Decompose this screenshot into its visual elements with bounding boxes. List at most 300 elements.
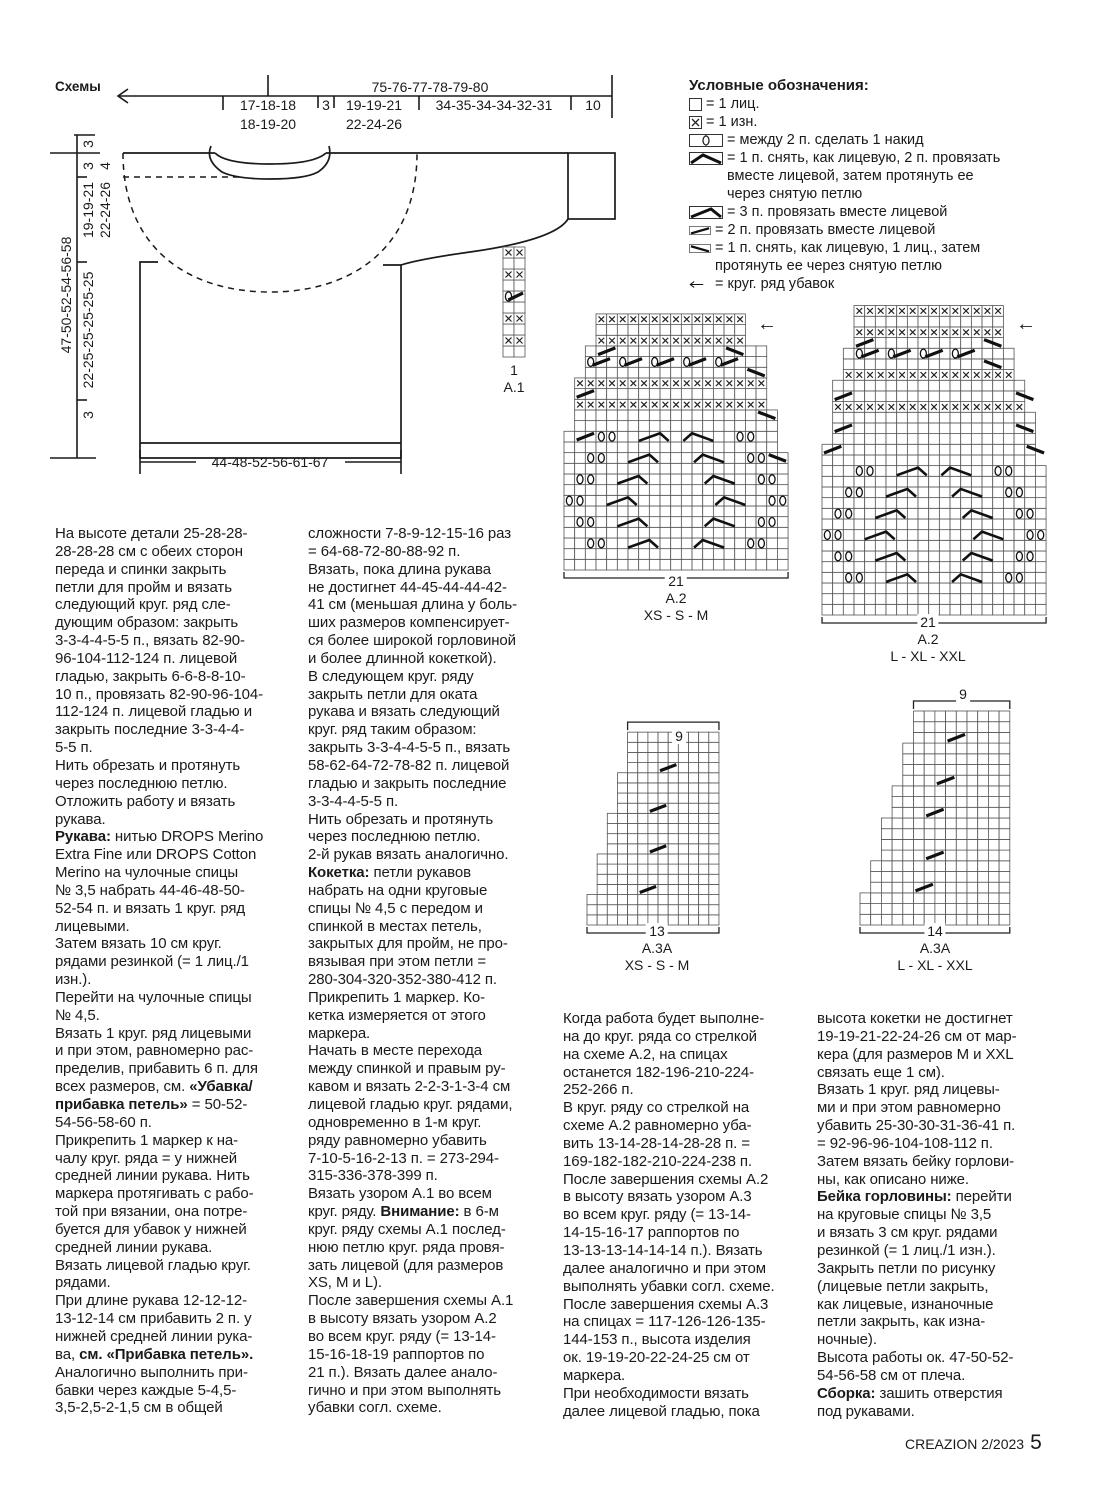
chart-cell (1003, 380, 1014, 391)
body-text: Когда работа будет выполне- на до круг. ряда со стрелкой на схеме А.2, на спицах останется 182-196-210-224- 252-266 п. В круг. ряду со стрелкой на схеме А.2 равномерно уба- вить 13-14-28-14-28-28 п. = 169-182-182-210-224-238 п. После завершения схемы А.2 в высоту вязать узором А.3 во всем круг. ряду (= 13-14- 14-15-16-17 раппортов по 13-13-13-14-14-14 п.). Вязать далее аналогично и при этом выполнять убавки согл. схеме. После завершения схемы А.3 на спицах = 117-126-126-135- 144-153 п., высота изделия ок. 19-19-20-22-24-25 см от маркера. При необходимости вязать далее лицевой гладью, пока (563, 1010, 775, 1420)
chart-cell (713, 549, 724, 560)
chart-cell (617, 895, 627, 905)
text-column-4 (817, 1010, 1062, 1420)
chart-cell (745, 442, 756, 453)
chart-cell (903, 775, 914, 786)
chart-cell (967, 807, 978, 818)
chart-cell (699, 864, 709, 874)
chart-cell (585, 559, 596, 570)
chart-cell (907, 338, 918, 349)
chart-cell (1025, 466, 1036, 477)
chart-cell (924, 872, 935, 883)
chart-cell (1014, 594, 1025, 605)
chart-cell (658, 905, 668, 915)
chart-cell (628, 325, 639, 336)
chart-cell (875, 604, 886, 615)
chart-cell (982, 466, 993, 477)
chart-cell (950, 380, 961, 391)
body-text: нитью DROPS Merino Extra Fine или DROPS Cotton Merino на чулочные спицы № 3,5 набрать 44-46-48-50- 52-54 п. и вязать 1 круг. ряд лицевыми. Затем вязать 10 см круг. рядами резинкой (= 1 лиц./1 изн.). Перейти на чулочные спицы № 4,5. Вязать 1 круг. ряд лицевыми и при этом, равномерно рас- пределив, прибавить 6 п. для всех размеров, см. (55, 828, 264, 1096)
legend-item-text: = 1 изн. (706, 114, 758, 130)
chart-cell (681, 485, 692, 496)
chart-cell (1014, 530, 1025, 541)
chart-cell (692, 549, 703, 560)
chart-cell (735, 453, 746, 464)
chart-cell (709, 844, 719, 854)
chart-cell (907, 562, 918, 573)
chart-cell (777, 517, 788, 528)
chart-cell (777, 527, 788, 538)
chart-cell (971, 540, 982, 551)
chart-cell (935, 872, 946, 883)
chart-cell (875, 444, 886, 455)
chart-cell (638, 844, 648, 854)
chart-cell (689, 783, 699, 793)
chart-cell (607, 367, 618, 378)
chart-cell (833, 434, 844, 445)
chart-cell (843, 498, 854, 509)
chart-cell (649, 442, 660, 453)
chart-cell (865, 551, 876, 562)
chart-cell (982, 562, 993, 573)
chart-cell (988, 850, 999, 861)
chart-cell (703, 325, 714, 336)
chart-cell (585, 506, 596, 517)
chart-cell (924, 861, 935, 872)
chart-cell (907, 380, 918, 391)
chart-cell (982, 487, 993, 498)
chart-cell (1014, 434, 1025, 445)
chart-cell (854, 444, 865, 455)
chart-cell (503, 324, 514, 335)
chart-cell (735, 421, 746, 432)
chart-cell (709, 793, 719, 803)
chart-cell (946, 743, 957, 754)
chart-a2-large-name: A.2 (917, 631, 939, 647)
chart-cell (897, 423, 908, 434)
chart-cell (660, 495, 671, 506)
chart-cell (617, 773, 627, 783)
chart-cell (914, 807, 925, 818)
chart-cell (1014, 476, 1025, 487)
chart-cell (681, 325, 692, 336)
chart-cell (724, 538, 735, 549)
chart-cell (596, 549, 607, 560)
chart-cell (988, 839, 999, 850)
yarn-over-icon (737, 432, 743, 441)
chart-cell (597, 895, 607, 905)
chart-cell (865, 572, 876, 583)
chart-cell (993, 572, 1004, 583)
chart-cell (982, 423, 993, 434)
chart-cell (617, 346, 628, 357)
chart-cell (617, 549, 628, 560)
chart-a2-small-count: 21 (665, 573, 687, 589)
chart-cell (671, 463, 682, 474)
chart-cell (929, 444, 940, 455)
chart-cell (939, 540, 950, 551)
chart-cell (971, 316, 982, 327)
chart-cell (903, 829, 914, 840)
chart-cell (564, 559, 575, 570)
chart-cell (678, 763, 688, 773)
chart-cell (918, 380, 929, 391)
chart-cell (881, 829, 892, 840)
chart-cell (999, 797, 1010, 808)
chart-cell (950, 540, 961, 551)
chart-cell (607, 895, 617, 905)
chart-cell (1025, 498, 1036, 509)
chart-cell (918, 498, 929, 509)
chart-cell (886, 562, 897, 573)
chart-cell (767, 527, 778, 538)
chart-cell (843, 540, 854, 551)
chart-cell (914, 711, 925, 722)
chart-cell (946, 861, 957, 872)
legend-item-text: = круг. ряд убавок (715, 276, 835, 292)
chart-cell (689, 854, 699, 864)
chart-cell (709, 773, 719, 783)
page-footer (905, 1431, 1042, 1455)
chart-cell (822, 572, 833, 583)
chart-cell (982, 519, 993, 530)
chart-cell (671, 367, 682, 378)
chart-cell (617, 325, 628, 336)
chart-cell (596, 389, 607, 400)
chart-cell (668, 793, 678, 803)
chart-cell (681, 410, 692, 421)
chart-cell (671, 485, 682, 496)
yarn-over-icon (769, 475, 775, 484)
yarn-over-icon (748, 539, 754, 548)
chart-cell (875, 572, 886, 583)
chart-cell (638, 732, 648, 742)
chart-cell (988, 893, 999, 904)
chart-cell (671, 346, 682, 357)
chart-cell (854, 594, 865, 605)
legend-item (689, 275, 1000, 293)
chart-cell (950, 476, 961, 487)
chart-cell (681, 346, 692, 357)
chart-cell (617, 793, 627, 803)
chart-cell (854, 540, 865, 551)
chart-cell (660, 453, 671, 464)
chart-cell (897, 338, 908, 349)
chart-cell (988, 775, 999, 786)
chart-cell (689, 763, 699, 773)
yarn-over-icon (588, 539, 594, 548)
yarn-over-icon (689, 131, 723, 147)
chart-cell (978, 797, 989, 808)
chart-cell (956, 818, 967, 829)
chart-cell (648, 752, 658, 762)
chart-cell (735, 517, 746, 528)
chart-cell (892, 850, 903, 861)
chart-cell (903, 754, 914, 765)
chart-cell (585, 485, 596, 496)
yarn-over-icon (748, 432, 754, 441)
chart-cell (967, 829, 978, 840)
chart-cell (999, 914, 1010, 925)
chart-cell (699, 752, 709, 762)
chart-cell (745, 357, 756, 368)
chart-cell (767, 442, 778, 453)
chart-cell (914, 775, 925, 786)
chart-cell (514, 258, 525, 269)
chart-cell (745, 495, 756, 506)
chart-cell (564, 538, 575, 549)
chart-cell (892, 904, 903, 915)
legend-item-text: = 3 п. провязать вместе лицевой (727, 204, 948, 220)
chart-cell (939, 551, 950, 562)
schematic-title: Схемы (55, 79, 101, 94)
chart-cell (756, 442, 767, 453)
chart-cell (918, 562, 929, 573)
chart-cell (699, 874, 709, 884)
chart-cell (713, 346, 724, 357)
chart-cell (660, 442, 671, 453)
bold-heading-text: Сборка: (817, 1384, 876, 1402)
chart-cell (681, 367, 692, 378)
chart-cell (503, 346, 514, 357)
chart-cell (914, 893, 925, 904)
chart-cell (950, 316, 961, 327)
chart-cell (649, 527, 660, 538)
chart-cell (1025, 583, 1036, 594)
chart-cell (833, 594, 844, 605)
chart-cell (648, 834, 658, 844)
chart-cell (587, 895, 597, 905)
chart-cell (993, 583, 1004, 594)
chart-cell (875, 540, 886, 551)
chart-cell (982, 316, 993, 327)
chart-cell (689, 813, 699, 823)
chart-cell (988, 861, 999, 872)
chart-cell (617, 463, 628, 474)
chart-cell (756, 527, 767, 538)
chart-cell (950, 594, 961, 605)
chart-cell (843, 348, 854, 359)
chart-cell (607, 549, 618, 560)
chart-cell (918, 412, 929, 423)
chart-cell (660, 410, 671, 421)
chart-cell (777, 559, 788, 570)
chart-cell (735, 325, 746, 336)
chart-cell (1035, 583, 1046, 594)
chart-cell (628, 803, 638, 813)
chart-cell (1025, 412, 1036, 423)
chart-cell (1014, 519, 1025, 530)
chart-cell (924, 754, 935, 765)
chart-cell (971, 434, 982, 445)
chart-cell (668, 864, 678, 874)
chart-cell (514, 302, 525, 313)
chart-cell (993, 551, 1004, 562)
chart-cell (617, 884, 627, 894)
chart-cell (649, 389, 660, 400)
chart-cell (617, 834, 627, 844)
chart-cell (999, 839, 1010, 850)
chart-cell (865, 423, 876, 434)
chart-cell (988, 914, 999, 925)
chart-cell (597, 905, 607, 915)
yarn-over-icon (846, 509, 852, 518)
chart-cell (924, 743, 935, 754)
chart-cell (607, 410, 618, 421)
chart-cell (660, 421, 671, 432)
chart-cell (658, 834, 668, 844)
chart-cell (907, 498, 918, 509)
chart-cell (982, 380, 993, 391)
chart-cell (564, 453, 575, 464)
chart-cell (689, 824, 699, 834)
chart-cell (564, 463, 575, 474)
chart-cell (935, 797, 946, 808)
chart-cell (671, 431, 682, 442)
chart-cell (1025, 562, 1036, 573)
yarn-over-icon (846, 573, 852, 582)
chart-cell (1003, 530, 1014, 541)
chart-cell (1003, 562, 1014, 573)
decrease-row-arrow-icon: ← (1016, 313, 1036, 335)
chart-cell (961, 444, 972, 455)
chart-cell (886, 519, 897, 530)
chart-cell (865, 562, 876, 573)
chart-cell (1035, 498, 1046, 509)
chart-cell (892, 861, 903, 872)
chart-cell (854, 604, 865, 615)
body-text: петли рукавов набрать на одни круговые спицы № 4,5 с передом и спинкой в местах петель, закрытых для пройм, не про- вязывая при этом петли = 280-304-320-352-380-412 п. Прикрепить 1 маркер. Ко- кетка измеряется от этого маркера. Начать в месте перехода между спинкой и правым ру- кавом и вязать 2-2-3-1-3-4 см лицевой гладью круг. рядами, одновременно в 1-м круг. ряду равномерно убавить 7-10-5-16-2-13 п. = 273-294- 315-336-378-399 п. Вязать узором А.1 во всем круг. ряду. (308, 864, 513, 1221)
yarn-over-icon (577, 496, 583, 505)
chart-cell (777, 463, 788, 474)
chart-cell (678, 783, 688, 793)
chart-cell (607, 844, 617, 854)
chart-cell (950, 434, 961, 445)
chart-cell (709, 905, 719, 915)
chart-cell (903, 882, 914, 893)
yarn-over-icon (577, 518, 583, 527)
chart-cell (971, 498, 982, 509)
chart-cell (924, 893, 935, 904)
chart-cell (929, 391, 940, 402)
chart-cell (1003, 604, 1014, 615)
chart-cell (950, 508, 961, 519)
chart-cell (1014, 444, 1025, 455)
chart-cell (668, 874, 678, 884)
bold-heading-text: см. «Прибавка петель». (79, 1345, 254, 1363)
chart-cell (777, 549, 788, 560)
chart-cell (607, 824, 617, 834)
chart-cell (999, 882, 1010, 893)
chart-cell (503, 280, 514, 291)
chart-cell (585, 421, 596, 432)
yarn-over-icon (856, 466, 862, 475)
chart-cell (822, 551, 833, 562)
chart-a3-large-name: A.3A (919, 940, 951, 956)
chart-cell (907, 434, 918, 445)
chart-cell (575, 463, 586, 474)
chart-cell (628, 527, 639, 538)
chart-cell (971, 562, 982, 573)
chart-cell (971, 423, 982, 434)
chart-cell (950, 551, 961, 562)
chart-cell (607, 453, 618, 464)
chart-cell (639, 389, 650, 400)
chart-cell (865, 391, 876, 402)
chart-cell (982, 604, 993, 615)
chart-cell (843, 466, 854, 477)
chart-cell (843, 594, 854, 605)
chart-cell (914, 829, 925, 840)
chart-cell (607, 813, 617, 823)
chart-cell (596, 442, 607, 453)
chart-cell (678, 884, 688, 894)
chart-cell (617, 442, 628, 453)
chart-cell (886, 338, 897, 349)
chart-cell (756, 346, 767, 357)
chart-cell (897, 530, 908, 541)
chart-cell (833, 583, 844, 594)
chart-cell (918, 487, 929, 498)
chart-cell (875, 338, 886, 349)
chart-cell (699, 915, 709, 925)
chart-cell (956, 743, 967, 754)
chart-cell (699, 844, 709, 854)
chart-cell (978, 861, 989, 872)
text-column-1 (55, 525, 300, 1417)
chart-cell (881, 839, 892, 850)
chart-cell (918, 572, 929, 583)
chart-cell (660, 506, 671, 517)
chart-cell (692, 346, 703, 357)
chart-cell (658, 854, 668, 864)
chart-cell (617, 410, 628, 421)
chart-cell (822, 583, 833, 594)
chart-a2-large-labels (890, 614, 965, 665)
yarn-over-icon (846, 552, 852, 561)
chart-cell (886, 434, 897, 445)
chart-cell (617, 874, 627, 884)
chart-cell (638, 763, 648, 773)
chart-cell (628, 793, 638, 803)
chart-cell (724, 527, 735, 538)
chart-cell (681, 495, 692, 506)
chart-cell (978, 765, 989, 776)
magazine-issue: CREAZION 2/2023 (905, 1436, 1025, 1452)
chart-cell (961, 434, 972, 445)
chart-cell (745, 549, 756, 560)
chart-cell (946, 839, 957, 850)
chart-cell (756, 549, 767, 560)
chart-cell (564, 442, 575, 453)
chart-cell (648, 813, 658, 823)
chart-cell (628, 549, 639, 560)
chart-cell (982, 594, 993, 605)
chart-cell (628, 752, 638, 762)
chart-cell (1003, 551, 1014, 562)
chart-cell (843, 434, 854, 445)
chart-cell (596, 410, 607, 421)
chart-cell (628, 844, 638, 854)
chart-cell (745, 506, 756, 517)
chart-cell (833, 487, 844, 498)
chart-cell (689, 905, 699, 915)
chart-cell (993, 423, 1004, 434)
chart-cell (886, 380, 897, 391)
chart-cell (639, 549, 650, 560)
chart-cell (639, 485, 650, 496)
chart-cell (967, 786, 978, 797)
chart-cell (596, 495, 607, 506)
